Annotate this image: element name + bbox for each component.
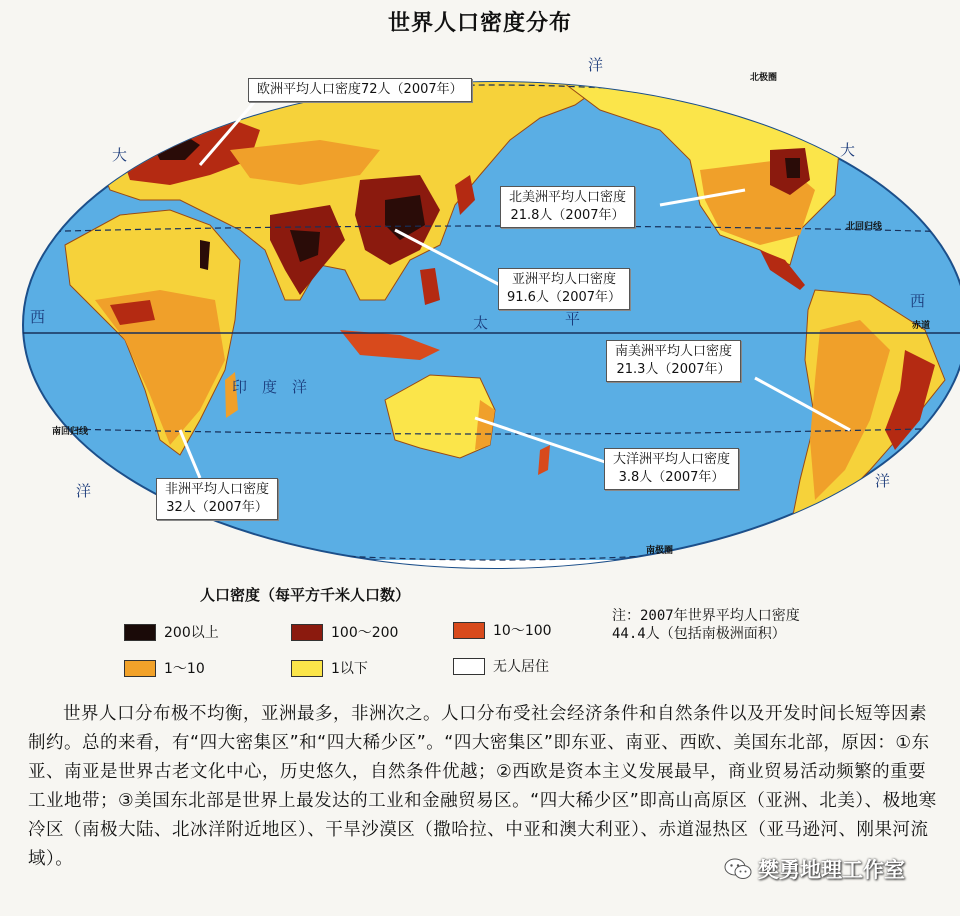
legend-label: 无人居住	[493, 659, 549, 675]
asia-callout-line2: 91.6人（2007年）	[507, 290, 622, 305]
wechat-icon	[724, 857, 752, 881]
north-america-callout-line1: 北美洲平均人口密度	[509, 190, 627, 205]
south-america-callout-line2: 21.3人（2007年）	[616, 362, 731, 377]
watermark	[724, 854, 905, 884]
north-america-callout-line2: 21.8人（2007年）	[510, 208, 625, 223]
tropic-cancer-label: 北回归线	[846, 222, 883, 232]
ocean-label-pacific-2: 平	[565, 310, 581, 328]
tropic-capricorn-label: 南回归线	[52, 427, 89, 437]
legend-label: 100～200	[331, 625, 399, 641]
ocean-label-pacific-1: 太	[473, 314, 489, 332]
legend-label: 200以上	[164, 625, 219, 641]
us-northeast-core	[785, 158, 800, 178]
legend-swatch	[291, 624, 323, 641]
africa-callout-line1: 非洲平均人口密度	[165, 482, 270, 497]
map-title: 世界人口密度分布	[387, 11, 572, 36]
ocean-label-atlantic-south-2: 洋	[875, 472, 891, 490]
north-america-density-callout	[500, 186, 635, 228]
ocean-label-atlantic-north-2: 大	[840, 141, 856, 159]
legend-item-over-200	[124, 622, 219, 642]
oceania-callout-line2: 3.8人（2007年）	[618, 470, 725, 485]
legend-swatch	[291, 660, 323, 677]
legend-item-1-10	[124, 658, 205, 678]
asia-density-callout	[498, 268, 630, 310]
antarctic-circle-label: 南极圈	[646, 546, 674, 556]
equator-label: 赤道	[912, 321, 931, 331]
legend-swatch	[124, 660, 156, 677]
note-line1: 注：2007年世界平均人口密度	[612, 608, 800, 624]
ocean-label-atlantic-west: 西	[30, 308, 46, 326]
south-america-density-callout	[606, 340, 741, 382]
legend-label: 1～10	[164, 661, 205, 677]
legend-swatch	[124, 624, 156, 641]
arctic-circle-label: 北极圈	[750, 73, 778, 83]
map-note	[612, 607, 800, 643]
ocean-label-atlantic-south: 洋	[76, 482, 92, 500]
south-america-callout-line1: 南美洲平均人口密度	[615, 344, 733, 359]
legend-item-10-100	[453, 620, 552, 640]
legend-label: 10～100	[493, 623, 552, 639]
legend-item-under-1	[291, 658, 368, 678]
legend-item-100-200	[291, 622, 398, 642]
asia-callout-line1: 亚洲平均人口密度	[512, 272, 617, 287]
legend-swatch	[453, 622, 485, 639]
explanatory-paragraph: 世界人口分布极不均衡，亚洲最多，非洲次之。人口分布受社会经济条件和自然条件以及开发时间长短等因素制约。总的来看，有“四大密集区”和“四大稀少区”。“四大密集区”即东亚、南亚、西欧、美国东北部，原因：①东亚、南亚是世界古老文化中心，历史悠久，自然条件优越；②西欧是资本主义发展最早，商业贸易活动频繁的重要工业地带；③美国东北部是世界上最发达的工业和金融贸易区。“四大稀少区”即高山高原区（亚洲、北美）、极地寒冷区（南极大陆、北冰洋附近地区）、干旱沙漠区（撒哈拉、中亚和澳大利亚）、赤道湿热区（亚马逊河、刚果河流域）。	[28, 704, 937, 869]
watermark-text: 樊勇地理工作室	[758, 858, 905, 882]
legend-swatch	[453, 658, 485, 675]
oceania-callout-line1: 大洋洲平均人口密度	[613, 452, 731, 467]
ocean-label-arctic: 洋	[588, 56, 604, 74]
antarctica-edge	[30, 560, 960, 580]
oceania-density-callout	[604, 448, 739, 490]
legend-label: 1以下	[331, 661, 368, 677]
ocean-label-atlantic-north-1: 大	[112, 146, 128, 164]
note-line2: 44.4人（包括南极洲面积）	[612, 626, 786, 642]
legend-title: 人口密度（每平方千米人口数）	[200, 586, 411, 604]
africa-density-callout	[156, 478, 278, 520]
ocean-label-indian: 印 度 洋	[232, 378, 308, 396]
africa-callout-line2: 32人（2007年）	[166, 500, 268, 515]
europe-density-callout: 欧洲平均人口密度72人（2007年）	[248, 78, 472, 102]
ocean-label-atlantic-east: 西	[910, 292, 926, 310]
legend-item-uninhabited	[453, 656, 549, 676]
